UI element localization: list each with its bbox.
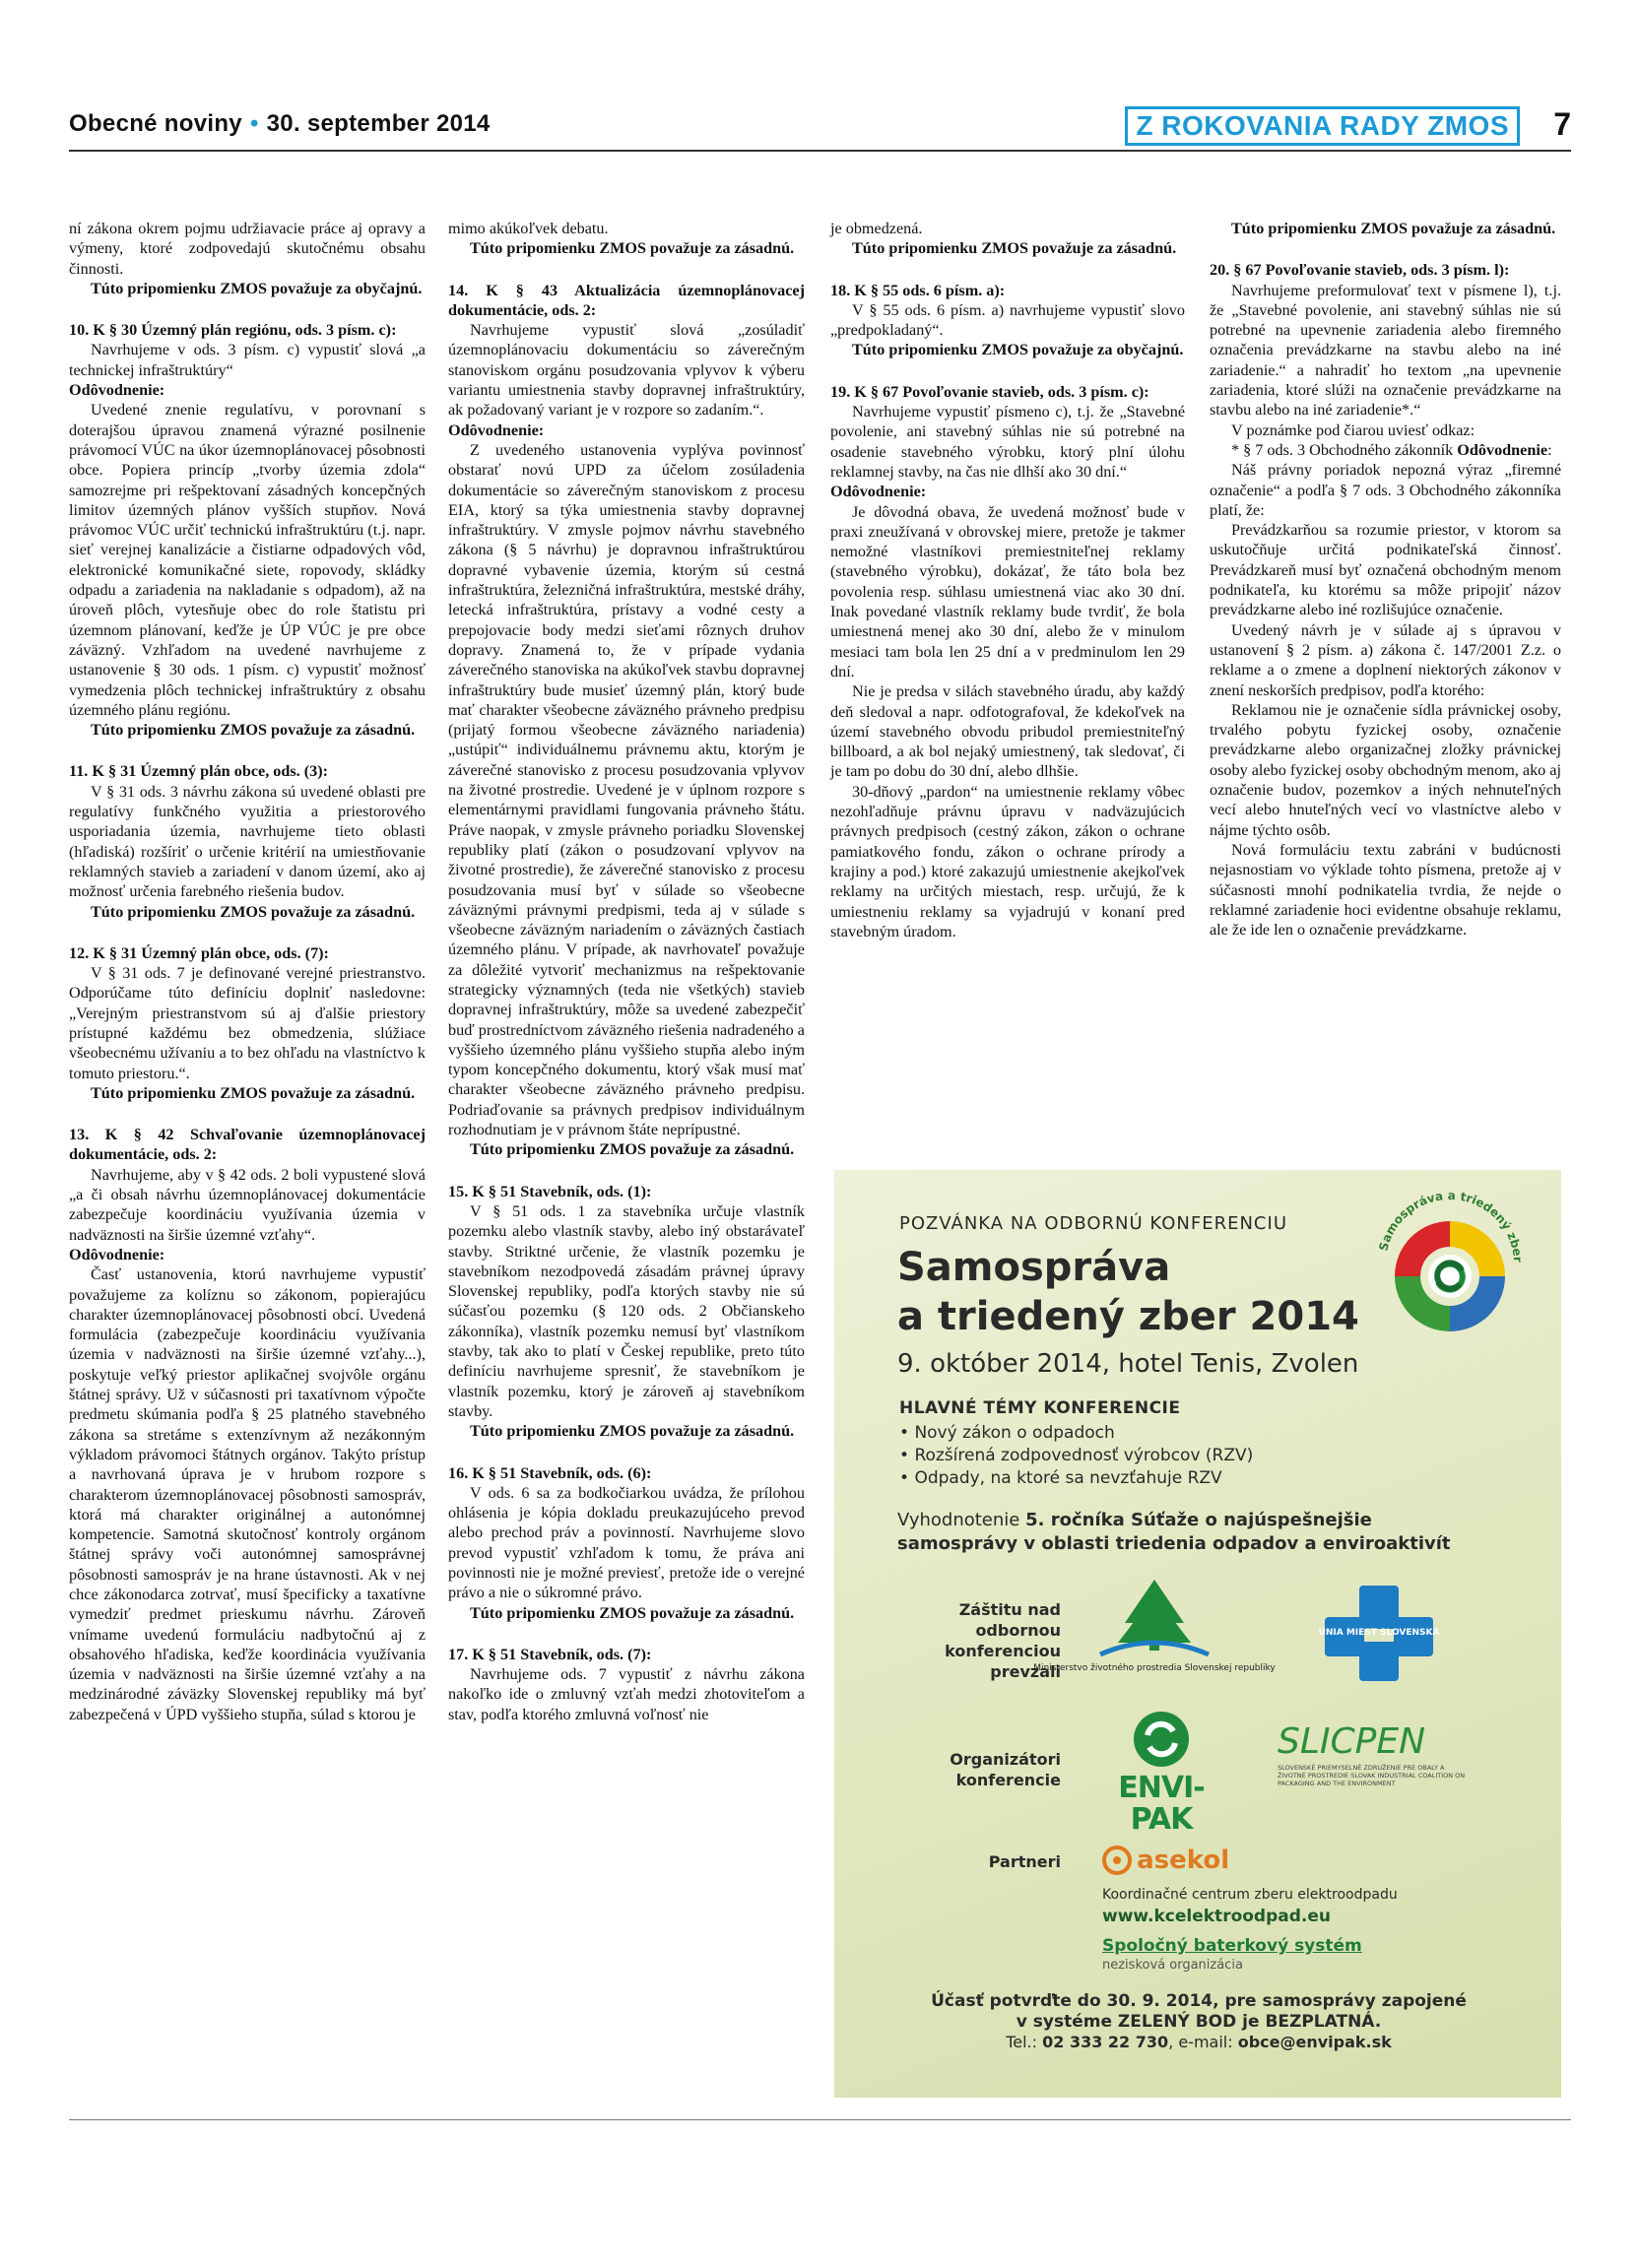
paragraph: Z uvedeného ustanovenia vyplýva povinnosť obstarať novú UPD za účelom zosúladenia dokumentácie so záverečným stanoviskom z procesu EIA, ktorý sa týka umiestnenia stavby dopravnej infraštruktúry. V zmysle pojmov návrhu stavebného zákona (§ 5 návrhu) je dopravnou infraštruktúrou dopravné vybavenie územia, ktorým sú cestná infraštruktúra, železničná infraštruktúra, mestské dráhy, letecká infraštruktúra, prístavy a vodné cesty a prepojovacie body medzi sieťami rôznych druhov dopravy. Znamená to, že v prípade vydania záverečného stanoviska na akúkoľvek stavbu dopravnej infraštruktúry bude musieť územný plán, ktorý bude mať charakter všeobecne záväzného právneho predpisu (prijatý formou všeobecne záväzného nariadenia) „ustúpiť“ individuálnemu právnemu aktu, ktorým je záverečné stanovisko z procesu posudzovania vplyvov na životné prostredie. Uvedené je v úplnom rozpore s elementárnymi pravidlami fungovania právneho štátu. Práve naopak, v zmysle právneho poriadku Slovenskej republiky platí (zákon o posudzovaní vplyvov na životné prostredie), že záverečné stanovisko z procesu posudzovania musí byť v súlade so všeobecne záväznými právnymi predpismi, teda aj v súlade s všeobecne záväzným nariadením o záväzných častiach územného plánu. V prípade, ak navrhovateľ považuje za dôležité vytvoriť mechanizmus na rešpektovanie strategicky významných (teda nie všetkých) stavieb dopravnej infraštruktúry, môže sa uvedené zabezpečiť buď prostredníctvom záväzného riešenia nadradeného a vyššieho územného plánu vyššieho stupňa alebo iným typom koncepčného dokumentu, ktorý však musí mať charakter všeobecne záväzného právneho predpisu. Podriaďovanie sa právnych predpisov individuálnym rozhodnutiam je v právnom štáte neprípustné.	[448, 440, 805, 1139]
paragraph: Uvedený návrh je v súlade aj s úpravou v ustanovení § 2 písm. a) zákona č. 147/2001 Z.z. o reklame a o zmene a doplnení niektorých zákonov v znení neskorších predpisov, podľa ktorého:	[1210, 620, 1561, 699]
paragraph: Navrhujeme v ods. 3 písm. c) vypustiť slová „a technickej infraštruktúry“	[69, 341, 426, 379]
paragraph: je obmedzená.	[830, 220, 923, 237]
asekol-logo	[1102, 1846, 1229, 1875]
paragraph: V § 55 ods. 6 písm. a) navrhujeme vypustiť slovo „predpokladaný“.	[830, 300, 1185, 340]
paragraph: Túto pripomienku ZMOS považuje za obyčajnú.	[91, 279, 423, 297]
patron-label: Záštitu nad odbornou konferenciou prevzali	[945, 1600, 1061, 1681]
envipak-logo	[1092, 1710, 1230, 1836]
email-link[interactable]: obce@envipak.sk	[1237, 2033, 1392, 2051]
heading: 16. K § 51 Stavebník, ods. (6):	[448, 1463, 652, 1482]
asekol-name: asekol	[1137, 1846, 1230, 1875]
ad-title	[897, 1243, 1359, 1341]
paragraph: Túto pripomienku ZMOS považuje za zásadnú.	[852, 239, 1177, 258]
paragraph: Túto pripomienku ZMOS považuje za zásadnú.	[470, 1603, 795, 1622]
union-name: ÚNIA MIEST SLOVENSKA	[1318, 1628, 1440, 1638]
green-dot-icon	[1132, 1710, 1191, 1769]
topics-list	[899, 1422, 1253, 1490]
heading: 20. § 67 Povoľovanie stavieb, ods. 3 písm. l):	[1210, 261, 1510, 280]
eval-prefix: Vyhodnotenie	[897, 1510, 1026, 1530]
bullet-icon: •	[249, 110, 259, 137]
eval-bold: samosprávy v oblasti triedenia odpadov a enviroaktivít	[897, 1533, 1451, 1554]
asekol-tagline: Koordinačné centrum zberu elektroodpadu	[1102, 1887, 1398, 1903]
subheading: Odôvodnenie:	[69, 1245, 165, 1264]
topic-item: • Nový zákon o odpadoch	[899, 1422, 1253, 1445]
paragraph: V § 31 ods. 7 je definované verejné priestranstvo. Odporúčame túto definíciu doplniť nasledovne: „Verejným priestranstvom sú aj ďalšie priestory prístupné každému bez obmedzenia, slúžiace všeobecnému užívaniu a to bez ohľadu na vlastníctvo k tomuto priestoru.“.	[69, 964, 426, 1082]
issue-date: 30. september 2014	[266, 110, 491, 137]
paragraph: ní zákona okrem pojmu udržiavacie práce aj opravy a výmeny, ktoré zodpovedajú skutočnému obsahu činnosti.	[69, 220, 426, 278]
phone-number: 02 333 22 730	[1042, 2033, 1169, 2051]
registration-line: v systéme ZELENÝ BOD je BEZPLATNÁ.	[1016, 2012, 1382, 2032]
masthead	[69, 110, 491, 138]
logo-arc-text: Samospráva a triedený zber	[1376, 1188, 1526, 1264]
paragraph: Reklamou nie je označenie sídla právnickej osoby, trvalého pobytu fyzickej osoby, označenie prevádzkarne alebo organizačnej zložky právnickej osoby alebo fyzickej osoby obchodným menom, ako aj označenie budov, pozemkov a iných nehnuteľných vecí alebo hnuteľných vecí vo vlastníctve alebo v nájme týchto osôb.	[1210, 700, 1561, 839]
subheading: Odôvodnenie:	[69, 381, 165, 400]
eval-bold: 5. ročníka Súťaže o najúspešnejšie	[1025, 1510, 1372, 1530]
asekol-url[interactable]: www.kcelektroodpad.eu	[1102, 1907, 1331, 1926]
heading: 17. K § 51 Stavebník, ods. (7):	[448, 1645, 652, 1663]
topic-item: • Rozšírená zodpovednosť výrobcov (RZV)	[899, 1445, 1253, 1467]
footer-rule	[69, 2119, 1571, 2120]
heading: 13. K § 42 Schvaľovanie územnoplánovacej dokumentácie, ods. 2:	[69, 1126, 426, 1164]
paragraph: Navrhujeme preformulovať text v písmene l), t.j. že „Stavebné povolenie, ani stavebný súhlas nie sú potrebné na upevnenie zariadenia alebo firemného označenia prevádzkarne na stavbu alebo na iné zariadenie.“ a nahradiť ho textom „na upevnenie zariadenia, ktoré slúži na označenie prevádzkarne na stavbu alebo na iné zariadenie*.“	[1210, 281, 1561, 420]
subheading: Odôvodnenie:	[830, 483, 927, 501]
registration-line: Účasť potvrďte do 30. 9. 2014, pre samosprávy zapojené	[931, 1991, 1467, 2011]
paragraph: Túto pripomienku ZMOS považuje za zásadnú.	[470, 1140, 795, 1159]
organizers-label: Organizátori konferencie	[950, 1750, 1061, 1789]
envipak-name: ENVI-PAK	[1118, 1771, 1205, 1837]
page-number: 7	[1553, 106, 1571, 142]
topics-heading: HLAVNÉ TÉMY KONFERENCIE	[899, 1398, 1181, 1418]
footnote-ref: * § 7 ods. 3 Obchodného zákonník	[1231, 440, 1454, 459]
evaluation-text	[897, 1509, 1451, 1556]
partners-label: Partneri	[988, 1852, 1061, 1871]
paragraph: Nová formuláciu textu zabráni v budúcnosti nejasnostiam vo výklade tohto písmena, pretože aj v súčasnosti mnohí podnikatelia tvrdia, že nejde o reklamné zariadenie hoci evidentne obsahuje reklamu, ale že ide len o označenie prevádzkarne.	[1210, 840, 1561, 940]
recycling-logo-icon	[1366, 1180, 1534, 1347]
paragraph: * § 7 ods. 3 Obchodného zákonník Odôvodnenie:	[1231, 440, 1552, 459]
heading: 15. K § 51 Stavebník, ods. (1):	[448, 1182, 652, 1200]
contact-line	[854, 2033, 1543, 2051]
ad-kicker: POZVÁNKA NA ODBORNÚ KONFERENCIU	[899, 1213, 1287, 1234]
slicpen-logo	[1278, 1721, 1475, 1787]
paragraph: Navrhujeme ods. 7 vypustiť z návrhu zákona nakoľko ide o zmluvný vzťah medzi zhotoviteľom a stav, podľa ktorého zmluvná voľnosť nie	[448, 1665, 805, 1723]
paragraph: Túto pripomienku ZMOS považuje za zásadnú.	[91, 721, 416, 740]
heading: 12. K § 31 Územný plán obce, ods. (7):	[69, 943, 329, 962]
paragraph: Túto pripomienku ZMOS považuje za zásadnú.	[1231, 220, 1556, 237]
paragraph: Nie je predsa v silách stavebného úradu, aby každý deň sledoval a napr. odfotografoval, že kdekoľvek na území stavebného obvodu pribudol premiestniteľný billboard, a ak bol nejaký umiestnený, tak sledovať, či je tam po dobu do 30 dní, alebo dlhšie.	[830, 682, 1185, 781]
paragraph: Túto pripomienku ZMOS považuje za zásadnú.	[91, 902, 416, 921]
column-4	[1210, 219, 1561, 940]
ad-title-line: Samospráva	[897, 1245, 1171, 1290]
heading: 19. K § 67 Povoľovanie stavieb, ods. 3 písm. c):	[830, 382, 1149, 401]
paragraph: Túto pripomienku ZMOS považuje za zásadnú.	[470, 1422, 795, 1441]
paragraph: Navrhujeme, aby v § 42 ods. 2 boli vypustené slová „a či obsah návrhu územnoplánovacej dokumentácie zabezpečuje koordináciu využívania územia v nadväznosti na širšie územné vzťahy“.	[69, 1165, 426, 1244]
paragraph: V § 31 ods. 3 návrhu zákona sú uvedené oblasti pre regulatívy funkčného využitia a priestorového usporiadania územia, navrhujeme tieto oblasti (hľadiská) rozšíriť o určenie kritérií na umiestňovanie reklamných stavieb a zariadení v danom území, ako aj možnosť určenia farebného riešenia budov.	[69, 782, 426, 901]
slicpen-name: SLICPEN	[1278, 1721, 1426, 1762]
topic-item: • Odpady, na ktoré sa nevzťahuje RZV	[899, 1467, 1253, 1490]
conference-advert	[834, 1170, 1561, 2098]
ad-date: 9. október 2014, hotel Tenis, Zvolen	[897, 1349, 1359, 1379]
subheading: Odôvodnenie:	[448, 421, 545, 439]
subheading: Odôvodnenie	[1457, 440, 1548, 459]
paragraph: Uvedené znenie regulatívu, v porovnaní s doterajšou úpravou znamená výrazné posilnenie právomocí VÚC na úkor územnoplánovacej pôsobnosti obce. Popiera princíp „tvorby územia zdola“ samozrejme pri rešpektovaní zásadných koncepčných limitov územných plánov vyšších stupňov. Nová právomoc VÚC určiť technickú infraštruktúru (t.j. napr. sieť verejnej kanalizácie a čistiarne odpadových vôd, elektronické komunikačné siete, ropovody, skládky odpadu a zariadenia na nakladanie s odpadom), až na úroveň plôch, vytesňuje obec do role štatistu pri územnom plánovaní, keďže je ÚP VÚC je pre obce záväzný. Vzhľadom na uvedené navrhujeme z ustanovenie § 30 ods. 1 písm. c) vypustiť možnosť vymedzenia plôch technickej infraštruktúry z obsahu územného plánu regiónu.	[69, 401, 426, 719]
union-logo-icon	[1305, 1578, 1453, 1686]
paragraph: Túto pripomienku ZMOS považuje za zásadnú.	[470, 239, 795, 258]
paragraph: V ods. 6 sa za bodkočiarkou uvádza, že prílohou ohlásenia je kópia dokladu preukazujúceho prevod alebo prechod práv a povinností. Navrhujeme slovo prevod vypustiť vzhľadom k tomu, že práva ani povinnosti nie je možné previesť, pretože ide o verejné právo a nie o súkromné právo.	[448, 1483, 805, 1602]
paragraph: 30-dňový „pardon“ na umiestnenie reklamy vôbec nezohľadňuje právnu úpravu v nadväzujúcich právnych predpisoch (cestný zákon, zákon o ochrane pamiatkového fondu, zákon o ochrane prírody a krajiny a pod.) ktoré zakazujú umiestnenie akejkoľvek reklamy na určitých miestach, resp. určujú, že k umiestneniu reklamy sa vyjadrujú v konaní pred stavebným úradom.	[830, 782, 1185, 940]
paper-name: Obecné noviny	[69, 110, 242, 137]
contact-label: Tel.:	[1006, 2033, 1043, 2051]
paragraph: Navrhujeme vypustiť slová „zosúladiť územnoplánovaciu dokumentáciu so záverečným stanoviskom orgánu posudzovania vplyvov k výberu variantu umiestnenia stavby dopravnej infraštruktúry, ak požadovaný variant je v rozpore so zadaním.“.	[448, 321, 805, 420]
page-header	[69, 106, 1571, 146]
ad-title-line: a triedený zber 2014	[897, 1294, 1359, 1339]
paragraph: Túto pripomienku ZMOS považuje za zásadnú.	[91, 1083, 416, 1102]
column-3	[830, 219, 1185, 941]
paragraph: V § 51 ods. 1 za stavebníka určuje vlastník pozemku alebo vlastník stavby, alebo iný obstarávateľ stavby. Striktné určenie, že vlastník pozemku je stavebníkom nezodpovedá zásadám právnej úpravy Slovenskej republiky, podľa ktorých stavby nie sú súčasťou pozemku (§ 120 ods. 2 Občianskeho zákonníka), vlastník pozemku nemusí byť vlastníkom stavby, tak ako to platí v Českej republike, preto túto definíciu navrhujeme spresniť, že stavebníkom je vlastník pozemku, ktorý je zároveň aj stavebníkom stavby.	[448, 1201, 805, 1420]
paragraph: V poznámke pod čiarou uviesť odkaz:	[1231, 421, 1476, 439]
column-2	[448, 219, 805, 1724]
column-1	[69, 219, 426, 1724]
slicpen-subtitle: SLOVENSKÉ PRIEMYSELNÉ ZDRUŽENIE PRE OBALY A ŽIVOTNÉ PROSTREDIE SLOVAK INDUSTRIAL COALITION ON PACKAGING AND THE ENVIRONMENT	[1278, 1764, 1466, 1787]
heading: 18. K § 55 ods. 6 písm. a):	[830, 281, 1006, 299]
battery-subtitle: nezisková organizácia	[1102, 1958, 1243, 1973]
paragraph: Prevádzkarňou sa rozumie priestor, v ktorom sa uskutočňuje určitá podnikateľská činnosť. Prevádzkareň musí byť označená obchodným menom podnikateľa, ku ktorému sa môže pripojiť názov prevádzkarne alebo iné rozlišujúce označenie.	[1210, 521, 1561, 619]
paragraph: Náš právny poriadok nepozná výraz „firemné označenie“ a podľa § 7 ods. 3 Obchodného zákonníka platí, že:	[1210, 461, 1561, 519]
battery-system: Spoločný baterkový systém	[1102, 1936, 1362, 1956]
paragraph: Navrhujeme vypustiť písmeno c), t.j. že „Stavebné povolenie, ani stavebný súhlas nie sú potrebné na osadenie stavebného výrobku, ktorý plní úlohu reklamnej stavby, na čas nie dlhší ako 30 dní.“	[830, 403, 1185, 481]
section-title: Z ROKOVANIA RADY ZMOS	[1125, 106, 1520, 146]
paragraph: mimo akúkoľvek debatu.	[448, 220, 609, 237]
heading: 11. K § 31 Územný plán obce, ods. (3):	[69, 762, 329, 781]
heading: 10. K § 30 Územný plán regiónu, ods. 3 písm. c):	[69, 321, 397, 340]
paragraph: Túto pripomienku ZMOS považuje za obyčajnú.	[852, 341, 1184, 359]
asekol-icon	[1102, 1846, 1132, 1875]
paragraph: Je dôvodná obava, že uvedená možnosť bude v praxi zneužívaná v obrovskej miere, pretože je takmer nemožné vlastníkovi premiestniteľnej reklamy (stavebného výrobku), dokázať, že táto bola bez povolenia resp. súhlasu umiestnená viac ako 30 dní. Inak povedané vlastník reklamy bude tvrdiť, že bola umiestnená menej ako 30 dní, alebo že v minulom mesiaci tam bola len 25 dní a v predminulom len 29 dní.	[830, 502, 1185, 680]
ministry-name: Ministerstvo životného prostredia Slovenskej republiky	[1033, 1663, 1276, 1673]
heading: 14. K § 43 Aktualizácia územnoplánovacej dokumentácie, ods. 2:	[448, 281, 805, 319]
ministry-logo-icon	[1033, 1574, 1276, 1687]
contact-label: , e-mail:	[1168, 2033, 1238, 2051]
header-rule	[69, 150, 1571, 152]
registration-note	[854, 1991, 1543, 2033]
paragraph: Časť ustanovenia, ktorú navrhujeme vypustiť považujeme za kolíznu so zákonom, popierajúcu charakter územnoplánovacej pôsobnosti obcí. Uvedená formulácia (zabezpečuje koordináciu využívania územia v nadväznosti na širšie územné vzťahy...), poskytuje veľký priestor aplikačnej svojvôle orgánu štátnej správy. Už v súčasnosti pri taxatívnom výpočte predmetu skúmania podľa § 25 platného stavebného zákona sa stretáme s extenzívnym až nezákonným výkladom právomoci štátnych orgánov. Takýto prístup a navrhovaná úprava je v hrubom rozpore s charakterom územnoplánovacej pôsobnosti samospráv, ktorá má charakter originálnej a autonómnej kompetencie. Samotná skutočnosť kontroly orgánom štátnej správy voči autonómnej samosprávnej pôsobnosti samospráv je na hrane ústavnosti. Ak v nej chce zákonodarca zotrvať, musí špecificky a taxatívne vymedziť predmet prieskumu návrhu. Zároveň vnímame uvedenú formuláciu nadbytočnú aj z obsahového hľadiska, keďže koordinácia využívania územia v nadväznosti na širšie územné vzťahy a na medzinárodné záväzky Slovenskej republiky má byť zabezpečená v ÚPD vyššieho stupňa, súlad s ktorou je	[69, 1265, 426, 1723]
